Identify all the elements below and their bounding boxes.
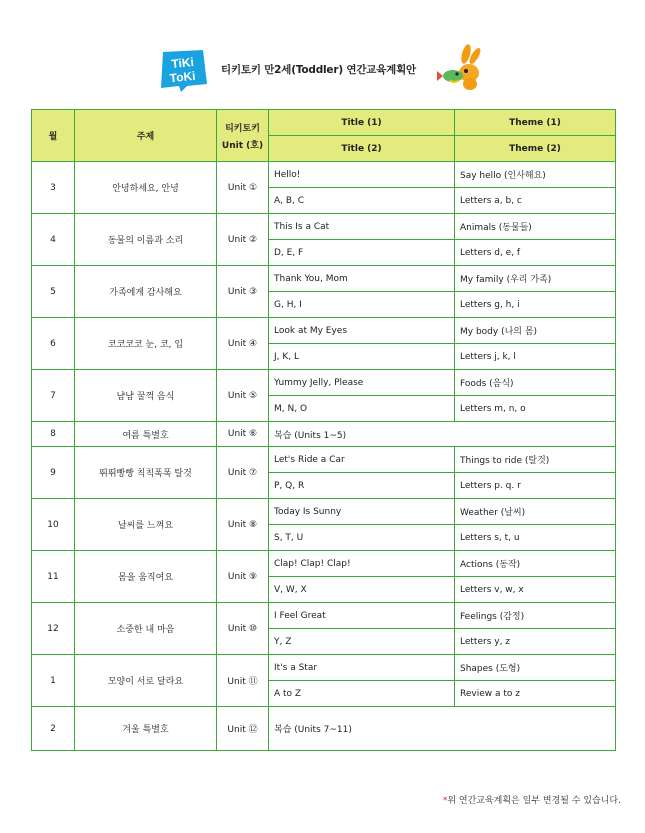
topic-cell: 소중한 내 마음 [75,603,217,655]
theme2-cell: Letters v, w, x [455,577,616,603]
topic-cell: 몸을 움직여요 [75,551,217,603]
rabbit-fish-mascot-icon [436,44,486,94]
theme2-cell: Letters g, h, i [455,292,616,318]
topic-cell: 동물의 이름과 소리 [75,214,217,266]
footnote-text: 위 연간교육계획은 일부 변경될 수 있습니다. [447,796,621,806]
theme1-cell: Actions (동작) [455,551,616,577]
unit-cell: Unit ② [217,214,269,266]
unit-cell: Unit ⑤ [217,370,269,422]
page-title: 티키토키 만2세(Toddler) 연간교육계획안 [221,64,416,76]
unit-cell: Unit ⑪ [217,655,269,707]
theme1-cell: My family (우리 가족) [455,266,616,292]
title2-cell: M, N, O [269,396,455,422]
unit-cell: Unit ⑥ [217,422,269,447]
topic-cell: 안녕하세요, 안녕 [75,162,217,214]
topic-cell: 냠냠 꿀꺽 음식 [75,370,217,422]
theme1-cell: Foods (음식) [455,370,616,396]
title1-cell: This Is a Cat [269,214,455,240]
page-header [0,0,645,110]
topic-cell: 코코코코 눈, 코, 입 [75,318,217,370]
theme2-cell: Letters s, t, u [455,525,616,551]
header-title2: Title (2) [269,136,455,162]
unit-cell: Unit ⑨ [217,551,269,603]
topic-cell: 여름 특별호 [75,422,217,447]
footnote-star: * [442,796,448,806]
theme1-cell: Shapes (도형) [455,655,616,681]
month-cell: 6 [32,318,75,370]
topic-cell: 뛰뛰빵빵 칙칙폭폭 탈것 [75,447,217,499]
topic-cell: 가족에게 감사해요 [75,266,217,318]
table-row [32,499,616,525]
theme2-cell: Letters p. q. r [455,473,616,499]
month-cell: 10 [32,499,75,551]
table-row [32,318,616,344]
table-row [32,603,616,629]
footnote [443,793,621,806]
header-month: 월 [32,110,75,162]
unit-cell: Unit ⑫ [217,707,269,751]
title2-cell: J, K, L [269,344,455,370]
logo-text-bottom: ToKi [169,68,197,86]
table-row [32,707,616,751]
table-row [32,370,616,396]
unit-cell: Unit ⑩ [217,603,269,655]
title2-cell: A to Z [269,681,455,707]
title1-cell: Clap! Clap! Clap! [269,551,455,577]
header-theme1: Theme (1) [455,110,616,136]
theme2-cell: Letters j, k, l [455,344,616,370]
review-cell: 복습 (Units 1~5) [269,422,616,447]
title2-cell: A, B, C [269,188,455,214]
theme2-cell: Letters m, n, o [455,396,616,422]
theme2-cell: Letters a, b, c [455,188,616,214]
title1-cell: It's a Star [269,655,455,681]
theme1-cell: My body (나의 몸) [455,318,616,344]
header-unit-line2: Unit (호) [221,140,264,151]
month-cell: 9 [32,447,75,499]
month-cell: 5 [32,266,75,318]
unit-cell: Unit ⑦ [217,447,269,499]
header-unit [217,110,269,162]
header-theme2: Theme (2) [455,136,616,162]
month-cell: 2 [32,707,75,751]
month-cell: 12 [32,603,75,655]
header-unit-line1: 티키토키 [225,123,260,134]
title1-cell: Yummy Jelly, Please [269,370,455,396]
title1-cell: Hello! [269,162,455,188]
theme1-cell: Weather (날씨) [455,499,616,525]
month-cell: 4 [32,214,75,266]
table-row [32,447,616,473]
unit-cell: Unit ⑧ [217,499,269,551]
month-cell: 11 [32,551,75,603]
theme2-cell: Letters d, e, f [455,240,616,266]
title2-cell: V, W, X [269,577,455,603]
theme2-cell: Review a to z [455,681,616,707]
table-row [32,551,616,577]
title1-cell: I Feel Great [269,603,455,629]
theme1-cell: Things to ride (탈것) [455,447,616,473]
title2-cell: S, T, U [269,525,455,551]
table-row [32,655,616,681]
month-cell: 7 [32,370,75,422]
table-row [32,214,616,240]
title2-cell: P, Q, R [269,473,455,499]
table-row [32,162,616,188]
title1-cell: Let's Ride a Car [269,447,455,473]
month-cell: 1 [32,655,75,707]
title2-cell: G, H, I [269,292,455,318]
title1-cell: Today Is Sunny [269,499,455,525]
title1-cell: Thank You, Mom [269,266,455,292]
month-cell: 3 [32,162,75,214]
unit-cell: Unit ④ [217,318,269,370]
logo-text-top: TiKi [170,54,195,72]
theme2-cell: Letters y, z [455,629,616,655]
table-row [32,422,616,447]
topic-cell: 모양이 서로 달라요 [75,655,217,707]
table-row [32,266,616,292]
unit-cell: Unit ③ [217,266,269,318]
theme1-cell: Say hello (인사해요) [455,162,616,188]
annual-plan-table [31,109,616,751]
topic-cell: 겨울 특별호 [75,707,217,751]
title2-cell: Y, Z [269,629,455,655]
header-topic: 주제 [75,110,217,162]
theme1-cell: Feelings (감정) [455,603,616,629]
unit-cell: Unit ① [217,162,269,214]
title2-cell: D, E, F [269,240,455,266]
title1-cell: Look at My Eyes [269,318,455,344]
theme1-cell: Animals (동물들) [455,214,616,240]
month-cell: 8 [32,422,75,447]
review-cell: 복습 (Units 7~11) [269,707,616,751]
topic-cell: 날씨를 느껴요 [75,499,217,551]
header-title1: Title (1) [269,110,455,136]
tikitoki-logo [157,48,209,92]
